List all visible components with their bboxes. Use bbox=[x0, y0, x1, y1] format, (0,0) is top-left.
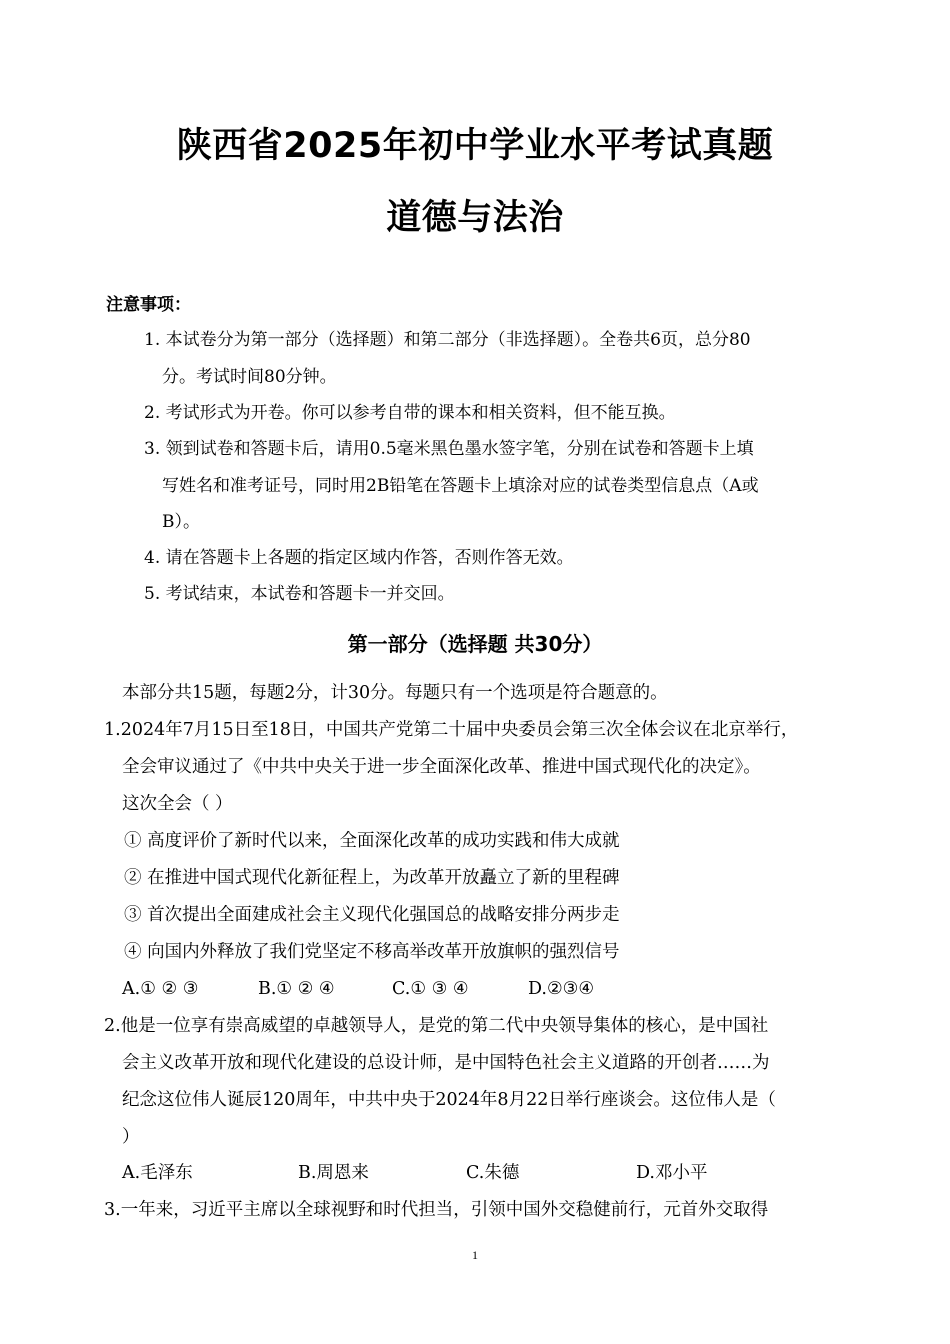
q2-stem-line: 纪念这位伟人诞辰120周年，中共中央于2024年8月22日举行座谈会。这位伟人是（ bbox=[122, 1090, 776, 1110]
q1-item: ③ 首次提出全面建成社会主义现代化强国总的战略安排分两步走 bbox=[124, 905, 620, 925]
notice-heading: 注意事项： bbox=[106, 295, 191, 315]
q1-stem-line: 这次全会（ ） bbox=[122, 794, 233, 814]
part1-intro: 本部分共15题，每题2分，计30分。每题只有一个选项是符合题意的。 bbox=[122, 683, 668, 703]
subject-title: 道德与法治 bbox=[386, 198, 564, 238]
q2-option-c: C.朱德 bbox=[466, 1163, 520, 1183]
notice-line: 2. 考试形式为开卷。你可以参考自带的课本和相关资料，但不能互换。 bbox=[144, 403, 676, 423]
q2-stem-line: 会主义改革开放和现代化建设的总设计师，是中国特色社会主义道路的开创者……为 bbox=[122, 1053, 770, 1073]
page-number: 1 bbox=[472, 1248, 478, 1262]
exam-title: 陕西省2025年初中学业水平考试真题 bbox=[176, 126, 774, 166]
part1-title: 第一部分（选择题 共30分） bbox=[347, 632, 603, 656]
q1-stem-line: 1.2024年7月15日至18日，中国共产党第二十届中央委员会第三次全体会议在北京举行， bbox=[104, 720, 799, 740]
q1-option-a: A.① ② ③ bbox=[122, 979, 199, 999]
q1-item: ② 在推进中国式现代化新征程上，为改革开放矗立了新的里程碑 bbox=[124, 868, 620, 888]
notice-line: 分。考试时间80分钟。 bbox=[162, 367, 337, 387]
q1-item: ① 高度评价了新时代以来，全面深化改革的成功实践和伟大成就 bbox=[124, 831, 620, 851]
notice-line: 写姓名和准考证号，同时用2B铅笔在答题卡上填涂对应的试卷类型信息点（A或 bbox=[162, 476, 759, 496]
q1-option-b: B.① ② ④ bbox=[258, 979, 335, 999]
notice-line: 1. 本试卷分为第一部分（选择题）和第二部分（非选择题）。全卷共6页，总分80 bbox=[144, 330, 751, 350]
q1-stem-line: 全会审议通过了《中共中央关于进一步全面深化改革、推进中国式现代化的决定》。 bbox=[122, 757, 761, 777]
q1-option-d: D.②③④ bbox=[528, 979, 595, 999]
notice-line: B）。 bbox=[162, 512, 200, 532]
q2-option-a: A.毛泽东 bbox=[122, 1163, 193, 1183]
notice-line: 5. 考试结束，本试卷和答题卡一并交回。 bbox=[144, 584, 455, 604]
notice-line: 4. 请在答题卡上各题的指定区域内作答，否则作答无效。 bbox=[144, 548, 574, 568]
q1-option-c: C.① ③ ④ bbox=[392, 979, 469, 999]
q3-stem-line: 3.一年来，习近平主席以全球视野和时代担当，引领中国外交稳健前行，元首外交取得 bbox=[104, 1200, 769, 1220]
q2-option-b: B.周恩来 bbox=[298, 1163, 369, 1183]
q2-stem-line: 2.他是一位享有崇高威望的卓越领导人，是党的第二代中央领导集体的核心，是中国社 bbox=[104, 1016, 769, 1036]
q2-stem-line: ） bbox=[122, 1127, 140, 1147]
q1-item: ④ 向国内外释放了我们党坚定不移高举改革开放旗帜的强烈信号 bbox=[124, 942, 620, 962]
notice-line: 3. 领到试卷和答题卡后，请用0.5毫米黑色墨水签字笔，分别在试卷和答题卡上填 bbox=[144, 439, 754, 459]
q2-option-d: D.邓小平 bbox=[636, 1163, 708, 1183]
